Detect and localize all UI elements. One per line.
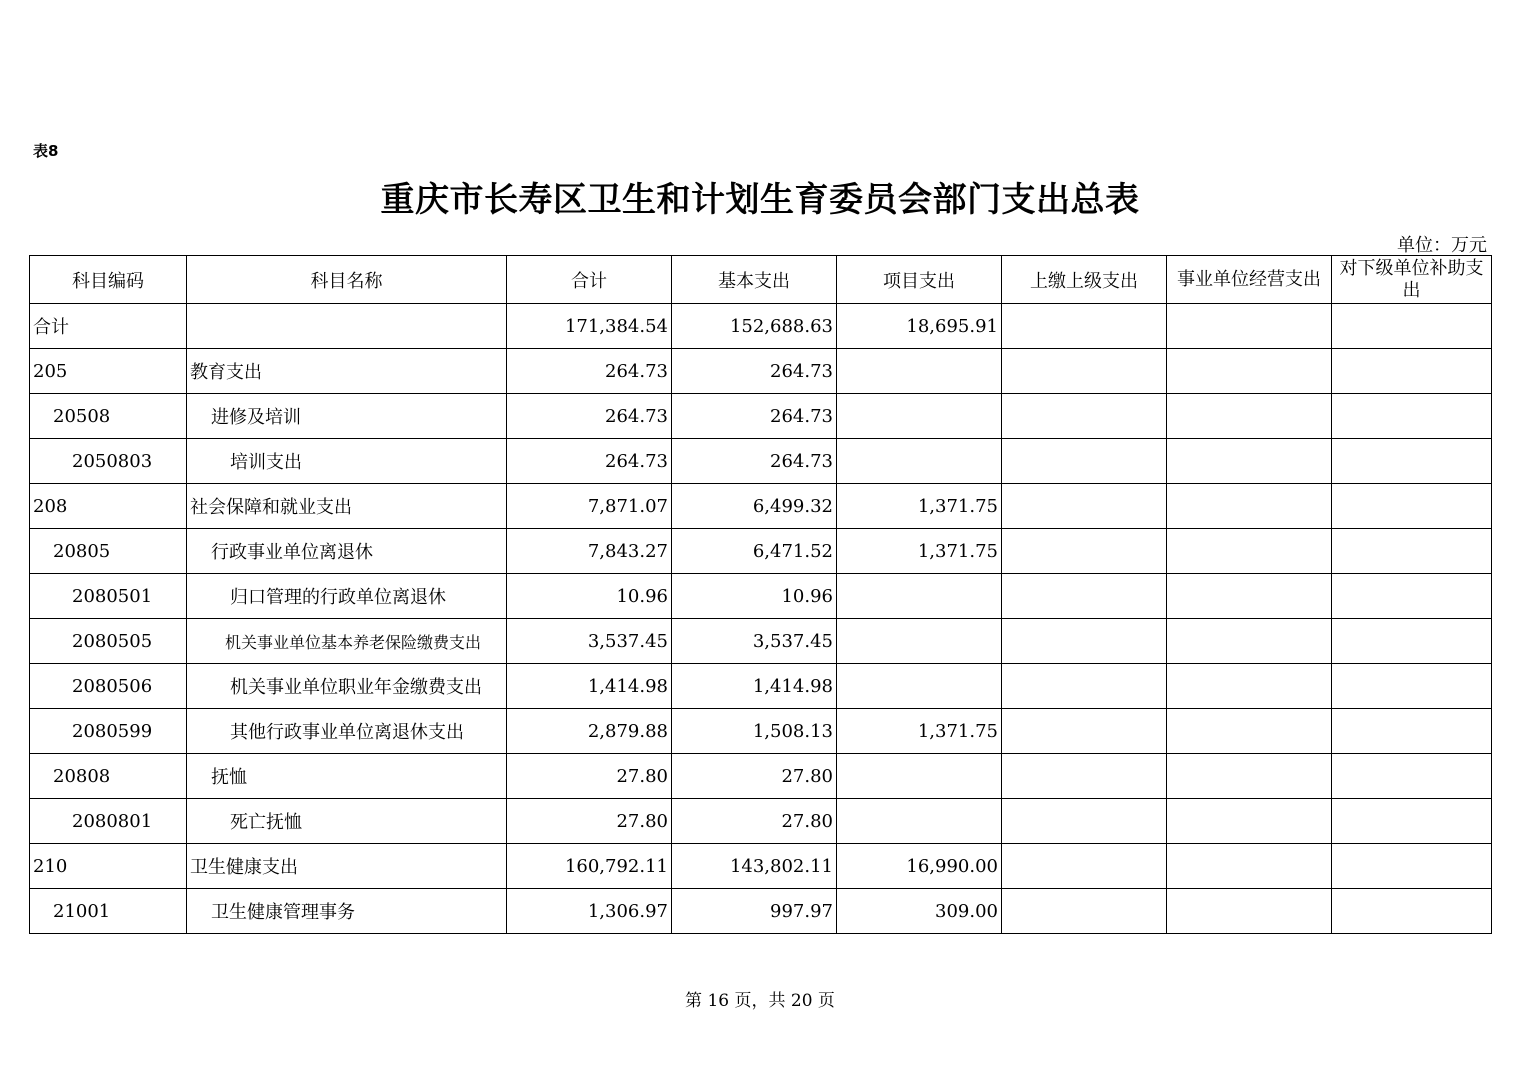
cell-project: 1,371.75	[837, 484, 1002, 529]
table-row	[30, 754, 1492, 799]
cell-remit	[1002, 349, 1167, 394]
table-row	[30, 529, 1492, 574]
cell-operating	[1167, 439, 1332, 484]
cell-name: 其他行政事业单位离退休支出	[187, 709, 507, 754]
cell-project	[837, 754, 1002, 799]
cell-total: 10.96	[507, 574, 672, 619]
cell-operating	[1167, 709, 1332, 754]
cell-basic: 264.73	[672, 394, 837, 439]
cell-remit	[1002, 709, 1167, 754]
cell-operating	[1167, 394, 1332, 439]
header-basic: 基本支出	[672, 256, 837, 304]
table-row	[30, 349, 1492, 394]
cell-code: 2080801	[30, 799, 187, 844]
cell-operating	[1167, 529, 1332, 574]
cell-code: 20808	[30, 754, 187, 799]
cell-operating	[1167, 664, 1332, 709]
cell-basic: 1,508.13	[672, 709, 837, 754]
cell-operating	[1167, 754, 1332, 799]
cell-code: 208	[30, 484, 187, 529]
cell-subsidy	[1332, 709, 1492, 754]
cell-total: 264.73	[507, 349, 672, 394]
cell-subsidy	[1332, 529, 1492, 574]
cell-project: 1,371.75	[837, 709, 1002, 754]
cell-remit	[1002, 799, 1167, 844]
cell-subsidy	[1332, 574, 1492, 619]
cell-basic: 264.73	[672, 349, 837, 394]
cell-subsidy	[1332, 304, 1492, 349]
header-code: 科目编码	[30, 256, 187, 304]
cell-operating	[1167, 619, 1332, 664]
cell-operating	[1167, 574, 1332, 619]
cell-name: 行政事业单位离退休	[187, 529, 507, 574]
cell-subsidy	[1332, 439, 1492, 484]
cell-total: 7,843.27	[507, 529, 672, 574]
cell-remit	[1002, 664, 1167, 709]
cell-remit	[1002, 619, 1167, 664]
cell-remit	[1002, 529, 1167, 574]
cell-basic: 6,471.52	[672, 529, 837, 574]
cell-basic: 10.96	[672, 574, 837, 619]
cell-remit	[1002, 304, 1167, 349]
cell-operating	[1167, 889, 1332, 934]
cell-name: 机关事业单位职业年金缴费支出	[187, 664, 507, 709]
cell-operating	[1167, 484, 1332, 529]
cell-subsidy	[1332, 664, 1492, 709]
table-header-row	[30, 256, 1492, 304]
table-number: 表8	[33, 142, 59, 160]
cell-code: 2050803	[30, 439, 187, 484]
unit-label: 单位：万元	[1397, 235, 1487, 256]
cell-project	[837, 619, 1002, 664]
cell-code: 205	[30, 349, 187, 394]
header-subsidy: 对下级单位补助支出	[1332, 256, 1492, 304]
cell-name: 培训支出	[187, 439, 507, 484]
cell-subsidy	[1332, 889, 1492, 934]
cell-basic: 3,537.45	[672, 619, 837, 664]
cell-code: 20805	[30, 529, 187, 574]
table-row	[30, 619, 1492, 664]
cell-project	[837, 799, 1002, 844]
cell-subsidy	[1332, 484, 1492, 529]
cell-subsidy	[1332, 844, 1492, 889]
page-title: 重庆市长寿区卫生和计划生育委员会部门支出总表	[380, 180, 1140, 220]
cell-operating	[1167, 304, 1332, 349]
cell-total: 1,414.98	[507, 664, 672, 709]
table-row	[30, 304, 1492, 349]
cell-code: 210	[30, 844, 187, 889]
cell-name: 教育支出	[187, 349, 507, 394]
table-row	[30, 799, 1492, 844]
cell-operating	[1167, 844, 1332, 889]
cell-basic: 264.73	[672, 439, 837, 484]
table-row	[30, 844, 1492, 889]
cell-project	[837, 439, 1002, 484]
header-name: 科目名称	[187, 256, 507, 304]
cell-remit	[1002, 754, 1167, 799]
cell-operating	[1167, 799, 1332, 844]
cell-project	[837, 574, 1002, 619]
cell-basic: 997.97	[672, 889, 837, 934]
cell-total: 3,537.45	[507, 619, 672, 664]
cell-remit	[1002, 394, 1167, 439]
cell-total: 160,792.11	[507, 844, 672, 889]
cell-project	[837, 394, 1002, 439]
cell-name: 死亡抚恤	[187, 799, 507, 844]
cell-basic: 6,499.32	[672, 484, 837, 529]
cell-subsidy	[1332, 349, 1492, 394]
cell-project	[837, 664, 1002, 709]
cell-name: 卫生健康管理事务	[187, 889, 507, 934]
cell-basic: 1,414.98	[672, 664, 837, 709]
cell-name: 归口管理的行政单位离退休	[187, 574, 507, 619]
cell-project	[837, 349, 1002, 394]
table-row	[30, 574, 1492, 619]
cell-code: 21001	[30, 889, 187, 934]
cell-name: 社会保障和就业支出	[187, 484, 507, 529]
cell-code: 2080506	[30, 664, 187, 709]
cell-remit	[1002, 844, 1167, 889]
cell-subsidy	[1332, 619, 1492, 664]
table-row	[30, 484, 1492, 529]
table-row	[30, 709, 1492, 754]
cell-name: 卫生健康支出	[187, 844, 507, 889]
header-remit: 上缴上级支出	[1002, 256, 1167, 304]
cell-code: 合计	[30, 304, 187, 349]
cell-project: 16,990.00	[837, 844, 1002, 889]
table-row	[30, 664, 1492, 709]
cell-project: 18,695.91	[837, 304, 1002, 349]
cell-operating	[1167, 349, 1332, 394]
header-operating: 事业单位经营支出	[1167, 256, 1332, 304]
cell-total: 27.80	[507, 754, 672, 799]
header-total: 合计	[507, 256, 672, 304]
table-row	[30, 439, 1492, 484]
cell-name: 抚恤	[187, 754, 507, 799]
table-row	[30, 889, 1492, 934]
header-project: 项目支出	[837, 256, 1002, 304]
cell-remit	[1002, 484, 1167, 529]
cell-total: 2,879.88	[507, 709, 672, 754]
cell-basic: 27.80	[672, 799, 837, 844]
cell-total: 7,871.07	[507, 484, 672, 529]
cell-basic: 143,802.11	[672, 844, 837, 889]
cell-total: 27.80	[507, 799, 672, 844]
cell-total: 171,384.54	[507, 304, 672, 349]
cell-code: 20508	[30, 394, 187, 439]
cell-name	[187, 304, 507, 349]
cell-total: 1,306.97	[507, 889, 672, 934]
cell-basic: 152,688.63	[672, 304, 837, 349]
cell-total: 264.73	[507, 439, 672, 484]
cell-basic: 27.80	[672, 754, 837, 799]
cell-name: 机关事业单位基本养老保险缴费支出	[187, 619, 507, 664]
expenditure-table	[29, 255, 1492, 934]
table-row	[30, 394, 1492, 439]
cell-remit	[1002, 574, 1167, 619]
page-footer: 第 16 页，共 20 页	[685, 991, 835, 1011]
cell-remit	[1002, 889, 1167, 934]
cell-subsidy	[1332, 394, 1492, 439]
cell-code: 2080501	[30, 574, 187, 619]
cell-name: 进修及培训	[187, 394, 507, 439]
cell-subsidy	[1332, 754, 1492, 799]
cell-project: 1,371.75	[837, 529, 1002, 574]
cell-total: 264.73	[507, 394, 672, 439]
cell-code: 2080599	[30, 709, 187, 754]
cell-code: 2080505	[30, 619, 187, 664]
cell-project: 309.00	[837, 889, 1002, 934]
cell-remit	[1002, 439, 1167, 484]
cell-subsidy	[1332, 799, 1492, 844]
